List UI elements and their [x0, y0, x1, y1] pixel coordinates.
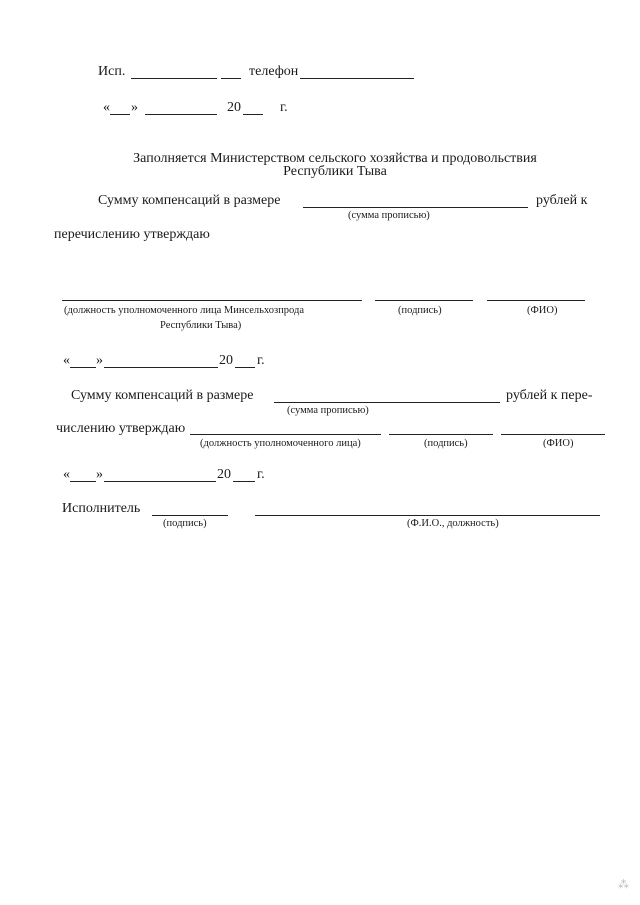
- fio-hint: (ФИО): [543, 438, 574, 449]
- phone-label: телефон: [249, 64, 299, 79]
- rub-label: рублей к: [536, 193, 588, 208]
- isp-label: Исп.: [98, 64, 126, 79]
- date-close-quote: »: [96, 353, 103, 368]
- position-hint-line2: Республики Тыва): [160, 320, 242, 331]
- day-field[interactable]: [70, 481, 96, 482]
- day-field[interactable]: [110, 114, 130, 115]
- fio-hint: (ФИО): [527, 305, 558, 316]
- year-prefix: 20: [219, 353, 233, 368]
- performer-label: Исполнитель: [62, 501, 141, 516]
- day-field[interactable]: [70, 367, 96, 368]
- year-suffix: г.: [280, 100, 288, 115]
- sum-label: Сумму компенсаций в размере: [71, 388, 254, 403]
- phone-field[interactable]: [300, 78, 414, 79]
- signature-hint: (подпись): [398, 305, 442, 316]
- official-position-field[interactable]: [62, 300, 362, 301]
- approve-label: числению утверждаю: [56, 421, 186, 436]
- official-fio-field[interactable]: [487, 300, 585, 301]
- sum-words-hint: (сумма прописью): [287, 405, 369, 416]
- date-open-quote: «: [63, 353, 70, 368]
- month-field[interactable]: [104, 367, 218, 368]
- official-fio-field[interactable]: [501, 434, 605, 435]
- year-prefix: 20: [217, 467, 231, 482]
- performer-name-position-field[interactable]: [255, 515, 600, 516]
- official-signature-field[interactable]: [389, 434, 493, 435]
- year-field[interactable]: [235, 367, 255, 368]
- year-suffix: г.: [257, 353, 265, 368]
- sum-words-hint: (сумма прописью): [348, 210, 430, 221]
- performer-signature-field[interactable]: [152, 515, 228, 516]
- sum-words-field[interactable]: [303, 207, 528, 208]
- ministry-heading-line1: Заполняется Министерством сельского хозяйства и продовольствия: [133, 151, 537, 166]
- isp-name-field[interactable]: [131, 78, 217, 79]
- year-field[interactable]: [243, 114, 263, 115]
- sum-label: Сумму компенсаций в размере: [98, 193, 281, 208]
- signature-hint: (подпись): [163, 518, 207, 529]
- ministry-heading-line2: Республики Тыва: [283, 164, 387, 179]
- position-hint: (должность уполномоченного лица): [200, 438, 361, 449]
- year-prefix: 20: [227, 100, 241, 115]
- date-close-quote: »: [131, 100, 138, 115]
- position-hint-line1: (должность уполномоченного лица Минсельхозпрода: [64, 305, 304, 316]
- scan-mark: ⁂: [618, 879, 629, 891]
- official-signature-field[interactable]: [375, 300, 473, 301]
- rub-label: рублей к пере-: [506, 388, 593, 403]
- official-position-field[interactable]: [190, 434, 381, 435]
- isp-extra-field[interactable]: [221, 78, 241, 79]
- year-field[interactable]: [233, 481, 255, 482]
- year-suffix: г.: [257, 467, 265, 482]
- signature-hint: (подпись): [424, 438, 468, 449]
- month-field[interactable]: [104, 481, 216, 482]
- approve-label: перечислению утверждаю: [54, 227, 210, 242]
- sum-words-field[interactable]: [274, 402, 500, 403]
- date-open-quote: «: [63, 467, 70, 482]
- date-open-quote: «: [103, 100, 110, 115]
- name-position-hint: (Ф.И.О., должность): [407, 518, 499, 529]
- date-close-quote: »: [96, 467, 103, 482]
- month-field[interactable]: [145, 114, 217, 115]
